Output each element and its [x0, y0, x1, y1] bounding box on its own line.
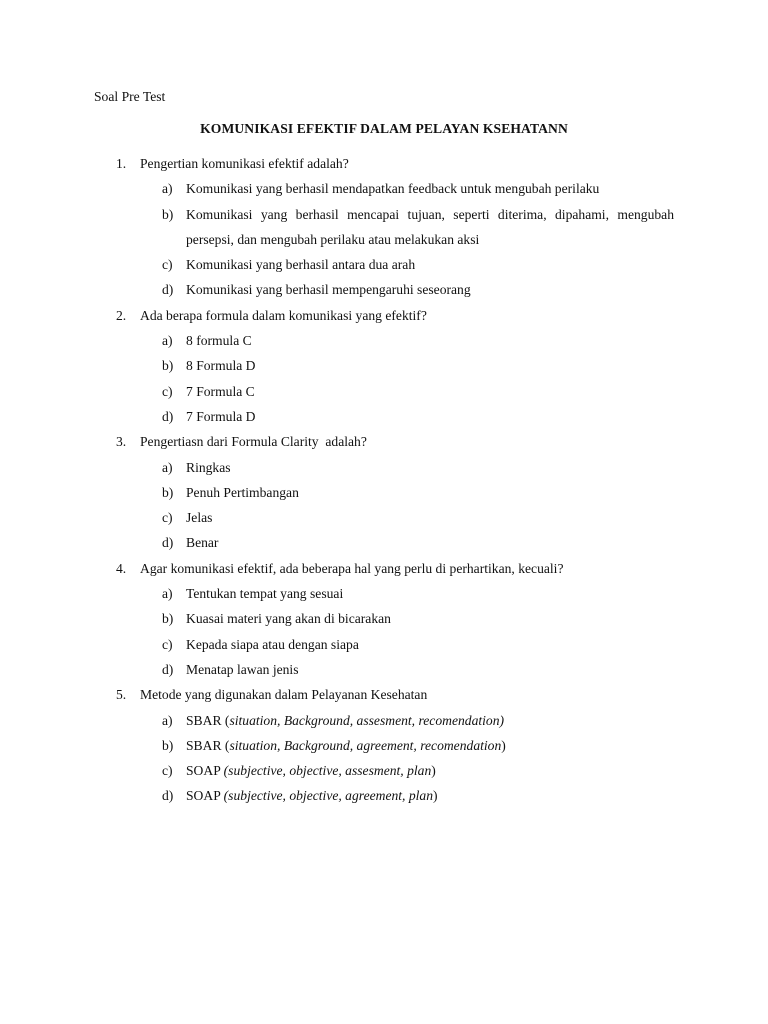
- option-item: [0, 484, 768, 509]
- question-3: [0, 433, 768, 559]
- option-item: [0, 787, 768, 812]
- option-item: [0, 256, 768, 281]
- option-label: a): [162, 333, 173, 349]
- option-label: c): [162, 763, 173, 779]
- option-item: [0, 762, 768, 787]
- question-text: Ada berapa formula dalam komunikasi yang efektif?: [140, 307, 427, 323]
- option-text: Tentukan tempat yang sesuai: [186, 586, 344, 602]
- option-label: d): [162, 661, 174, 677]
- option-text: Komunikasi yang berhasil antara dua arah: [186, 257, 416, 273]
- document-title: KOMUNIKASI EFEKTIF DALAM PELAYAN KSEHATANN: [200, 121, 568, 136]
- option-text: Jelas: [186, 510, 213, 526]
- option-text-plain: SOAP: [186, 763, 224, 779]
- question-1: [0, 155, 768, 307]
- option-label: c): [162, 383, 173, 399]
- option-item: [0, 636, 768, 661]
- option-item: [0, 661, 768, 686]
- option-label: d): [162, 408, 174, 424]
- option-text-italic: situation, Background, agreement, recomendation: [229, 737, 502, 753]
- option-text: Penuh Pertimbangan: [186, 484, 299, 500]
- question-2: [0, 307, 768, 433]
- option-text-italic: (subjective, objective, agreement, plan: [223, 788, 434, 804]
- option-text-close: ): [433, 788, 438, 804]
- option-text: 8 Formula D: [186, 358, 256, 374]
- option-item: [0, 459, 768, 484]
- option-label: a): [162, 459, 173, 475]
- option-text-plain: SOAP: [186, 788, 224, 804]
- option-text: Kepada siapa atau dengan siapa: [186, 636, 359, 652]
- option-label: a): [162, 712, 173, 728]
- option-text: Komunikasi yang berhasil mencapai tujuan, seperti diterima, dipahami, mengubah persepsi, dan mengubah perilaku atau melakukan aksi: [186, 207, 674, 248]
- question-5: [0, 686, 768, 812]
- option-item: [0, 383, 768, 408]
- option-label: b): [162, 484, 174, 500]
- question-number: 4.: [116, 560, 127, 576]
- question-number: 2.: [116, 307, 127, 323]
- option-text: Benar: [186, 535, 219, 551]
- question-text: Pengertiasn dari Formula Clarity adalah?: [140, 434, 367, 450]
- option-label: a): [162, 181, 173, 197]
- option-label: c): [162, 257, 173, 273]
- option-item: [0, 332, 768, 357]
- question-number: 1.: [116, 156, 127, 171]
- option-label: b): [162, 737, 174, 753]
- option-text: Komunikasi yang berhasil mendapatkan feedback untuk mengubah perilaku: [186, 181, 600, 197]
- option-text: Menatap lawan jenis: [186, 661, 299, 677]
- option-text: [186, 762, 674, 780]
- option-item: [0, 534, 768, 559]
- option-label: b): [162, 611, 174, 627]
- question-text: Agar komunikasi efektif, ada beberapa hal yang perlu di perhartikan, kecuali?: [140, 560, 564, 576]
- document-header: Soal Pre Test: [94, 89, 166, 104]
- option-text: 7 Formula D: [186, 408, 256, 424]
- question-text: Pengertian komunikasi efektif adalah?: [140, 156, 349, 171]
- option-label: c): [162, 636, 173, 652]
- option-label: d): [162, 788, 174, 804]
- option-text-italic: situation, Background, assesment, recomendation): [229, 712, 505, 728]
- option-label: d): [162, 535, 174, 551]
- option-text: [186, 737, 674, 755]
- option-item: [0, 509, 768, 534]
- option-text: 7 Formula C: [186, 383, 255, 399]
- option-text: Kuasai materi yang akan di bicarakan: [186, 611, 391, 627]
- option-item: [0, 585, 768, 610]
- question-number: 3.: [116, 434, 127, 450]
- option-item: [0, 357, 768, 382]
- option-text-close: ): [501, 737, 506, 753]
- question-text: Metode yang digunakan dalam Pelayanan Kesehatan: [140, 687, 428, 703]
- option-label: b): [162, 206, 174, 222]
- option-text: 8 formula C: [186, 333, 252, 349]
- question-list: [0, 155, 768, 813]
- option-text-close: ): [431, 763, 436, 779]
- option-item: [0, 712, 768, 737]
- question-4: [0, 560, 768, 686]
- option-text: [186, 787, 674, 805]
- option-text: [186, 712, 674, 730]
- option-text: Komunikasi yang berhasil mempengaruhi seseorang: [186, 282, 471, 298]
- option-item: [0, 408, 768, 433]
- option-label: d): [162, 282, 174, 298]
- option-text-plain: SBAR (: [186, 737, 230, 753]
- option-text-italic: (subjective, objective, assesment, plan: [223, 763, 432, 779]
- option-label: b): [162, 358, 174, 374]
- option-item: [0, 737, 768, 762]
- option-item: [0, 610, 768, 635]
- option-label: a): [162, 586, 173, 602]
- option-text-plain: SBAR (: [186, 712, 230, 728]
- question-number: 5.: [116, 687, 127, 703]
- option-label: c): [162, 510, 173, 526]
- option-text: Ringkas: [186, 459, 231, 475]
- option-item: [0, 281, 768, 306]
- option-item: [0, 206, 768, 257]
